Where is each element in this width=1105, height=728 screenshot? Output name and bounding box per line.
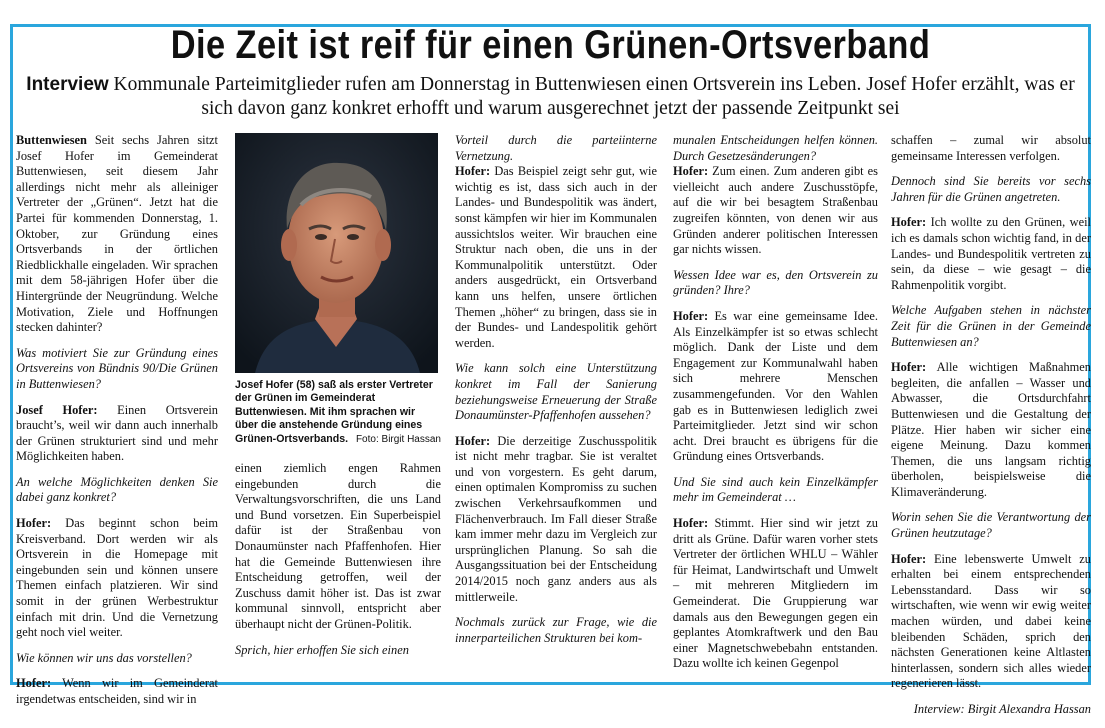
intro-text: Seit sechs Jahren sitzt Josef Hofer im Gemeinderat Buttenwiesen, seit diesem Jahr allerdings nicht mehr als alleiniger Vertreter der „Grünen“. Jetzt hat die Partei für kommenden Donnerstag, 1. Oktober, zur Gründung eines Ortsverbands in der örtlichen Riedblickhalle eingeladen. Wir sprachen mit dem 58-jährigen Hofer über die Hintergründe der Neugründung. Welche Motivation, Ziele und Hoffnungen stecken dahinter? [16, 133, 218, 335]
question: Was motiviert Sie zur Gründung eines Ortsvereins von Bündnis 90/Die Grünen in Buttenwiesen? [16, 345, 218, 391]
answer-text: Zum einen. Zum anderen gibt es vielleicht auch andere Zuschusstöpfe, auf die wir bei besagtem Straßenbau zugreifen könnten, von denen wir aus Gründen anderer politischen Interessen gar nichts wissen. [673, 164, 878, 257]
answer [673, 309, 878, 465]
answer-text: Das Beispiel zeigt sehr gut, wie wichtig es ist, dass sich auch in der Landes- und Bundespolitik was ändert, sonst kämpfen wir hier im Kommunalen aussichtslos weiter. Wir brauchen eine Struktur nach oben, die uns in der Kommunalpolitik unterstützt. Oder anders ausgedrückt, ein Ortsverband kann uns helfen, unsere örtlichen Themen „höher“ zu bringen, dass sie in der Bundes- und Landespolitik gehört werden. [455, 164, 657, 350]
answer [455, 434, 657, 606]
photo-caption [235, 379, 441, 446]
answer-text: Das beginnt schon beim Kreisverband. Dort werden wir als Ortsverein in die Homepage mit eingebunden sein und können unsere Themen einfach platzieren. Wir sind somit in der grünen Werbestruktur einfach mit drin. Und die Vernetzung geht noch viel weiter. [16, 516, 218, 640]
answer [673, 516, 878, 672]
answer-text: einen ziemlich engen Rahmen eingebunden durch die Verwaltungsvorschriften, die uns Land und Bund vorsetzen. Ein Superbeispiel dafür ist der Straßenbau von Donaumünster nach Pfaffenhofen. Hier hat die Gemeinde Buttenwiesen ihre Entscheidung getroffen, weil der Zuschuss damit höher ist. Das ist zwar kommunal sinnvoll, entspricht aber überhaupt nicht der Grünen-Politik. [235, 461, 441, 631]
question: Nochmals zurück zur Frage, wie die innerparteilichen Strukturen bei kom- [455, 615, 657, 645]
answer-text: Ich wollte zu den Grünen, weil ich es damals schon wichtig fand, in der Landes- und Bundespolitik vertreten zu sein, da diese – wie gesagt – die Rahmenpolitik vorgibt. [891, 215, 1091, 292]
answer-text: Einen Ortsverein braucht’s, weil wir dann auch innerhalb der Grünen strukturiert sind und mehr Möglichkeiten haben. [16, 402, 218, 464]
column-1 [16, 133, 218, 718]
question: An welche Möglichkeiten denken Sie dabei ganz konkret? [16, 474, 218, 505]
answer [16, 403, 218, 465]
answer-text: Die derzeitige Zuschusspolitik ist nicht mehr tragbar. Sie ist veraltet und von vorgestern. Es geht darum, einen optimalen Kompromiss zu suchen zwischen Verkehrsaufkommen und Flächenverbrauch. Im Fall dieser Straße kam immer mehr dazu im Vergleich zur ursprünglichen Planung. So sah die Ausgangssituation bei der Entscheidung 2014/2015 noch ganz anders aus als mittlerweile. [455, 433, 657, 604]
speaker: Hofer: [891, 360, 927, 375]
question: Sprich, hier erhoffen Sie sich einen [235, 642, 409, 657]
question: Wessen Idee war es, den Ortsverein zu gründen? Ihre? [673, 267, 878, 298]
answer-text: Es war eine gemeinsame Idee. Als Einzelkämpfer ist so etwas schlecht möglich. Dank der Liste und dem Engagement zur Kommunalwahl haben sich mehrere Menschen zusammengefunden. Vor den Wahlen gab es in Buttenwiesen lediglich zwei Parteimitglieder. Jetzt sind wir schon acht. Drei braucht es übrigens für die Gründung eines Ortsverbands. [673, 308, 878, 464]
article-headline: Die Zeit ist reif für einen Grünen-Ortsverband [170, 23, 931, 67]
intro-paragraph [16, 133, 218, 336]
dateline: Buttenwiesen [16, 133, 87, 147]
speaker: Hofer: [16, 516, 52, 531]
qa-block [673, 133, 878, 258]
portrait-photo [235, 133, 438, 373]
answer [16, 676, 218, 707]
column-2-text [235, 461, 441, 658]
speaker: Hofer: [16, 676, 52, 691]
answer [891, 215, 1091, 293]
answer-text: Stimmt. Hier sind wir jetzt zu dritt als Grüne. Dafür waren vorher stets Vertreter der örtlichen WHLU – Wähler für Heimat, Landwirtschaft und Umwelt – mit mehreren Mitgliedern im Gemeinderat. Die Gruppierung war damals aus den Bewegungen gegen ein geplantes Atomkraftwerk und den Bau einer Magnetschwebebahn entstanden. Dazu wollte ich keinen Gegenpol [673, 516, 878, 671]
qa-block [455, 133, 657, 351]
question: Dennoch sind Sie bereits vor sechs Jahren für die Grünen angetreten. [891, 174, 1091, 204]
question: Wie kann solch eine Unterstützung konkret im Fall der Sanierung beziehungsweise Erneuerung der Straße Donaumünster-Pfaffenhofen aussehen? [455, 361, 657, 423]
question: munalen Entscheidungen helfen können. Durch Gesetzesänderungen? [673, 133, 878, 163]
photo-credit: Foto: Birgit Hassan [355, 433, 441, 445]
article-frame [10, 23, 1091, 716]
answer-text: schaffen – zumal wir absolut gemeinsame Interessen verfolgen. [891, 133, 1091, 163]
answer [16, 516, 218, 641]
answer [891, 552, 1091, 692]
portrait-illustration [235, 133, 438, 373]
question: Vorteil durch die parteiinterne Vernetzung. [455, 133, 657, 163]
answer [891, 360, 1091, 500]
question: Welche Aufgaben stehen in nächster Zeit für die Grünen in der Gemeinde Buttenwiesen an? [891, 303, 1091, 349]
column-4 [673, 133, 878, 682]
speaker: Hofer: [455, 433, 491, 448]
question: Und Sie sind auch kein Einzelkämpfer mehr im Gemeinderat … [673, 474, 878, 505]
speaker: Hofer: [455, 164, 491, 179]
subline-text: Kommunale Parteimitglieder rufen am Donnerstag in Buttenwiesen einen Ortsverein ins Leben. Josef Hofer erzählt, was er sich davon ganz konkret erhofft und warum ausgerechnet jetzt der passende Zeitpunkt sei [113, 74, 1075, 119]
column-3 [455, 133, 657, 656]
column-5 [891, 133, 1091, 728]
question: Wie können wir uns das vorstellen? [16, 650, 192, 665]
caption-text: Josef Hofer (58) saß als erster Vertreter der Grünen im Gemeinderat Buttenwiesen. Mit ihm sprachen wir über die anstehende Gründung eines Grünen-Ortsverbands. [235, 379, 433, 445]
speaker: Hofer: [673, 308, 709, 323]
answer-text: Wenn wir im Gemeinderat irgendetwas entscheiden, sind wir in [16, 676, 218, 706]
byline: Interview: Birgit Alexandra Hassan [913, 702, 1091, 716]
column-2 [235, 133, 441, 668]
article-subline [21, 73, 1080, 121]
question: Worin sehen Sie die Verantwortung der Grünen heutzutage? [891, 510, 1091, 541]
speaker: Hofer: [673, 516, 709, 531]
answer-text: Eine lebenswerte Umwelt zu erhalten bei einem entsprechenden Lebensstandard. Dass wir so wirtschaften, wie wenn wir ewig weiter machen würden, und dabei keine bleibenden Schäden, sprich den nächsten Generationen keine Altlasten hinterlassen, sondern sich alles wieder regenerieren lässt. [891, 551, 1091, 691]
speaker: Hofer: [891, 215, 927, 230]
speaker: Josef Hofer: [16, 402, 98, 417]
speaker: Hofer: [673, 164, 709, 179]
speaker: Hofer: [891, 551, 927, 566]
answer-text: Alle wichtigen Maßnahmen begleiten, die anfallen – Wasser und Abwasser, die Ortsdurchfahrt Buttenwiesen und die Gestaltung der Plätze. Hier haben wir sicher eine eigene Meinung. Dazu kommen Themen, die uns langsam richtig überholen, beispielsweise die Klimaveränderung. [891, 360, 1091, 499]
subline-lead: Interview [26, 74, 109, 95]
